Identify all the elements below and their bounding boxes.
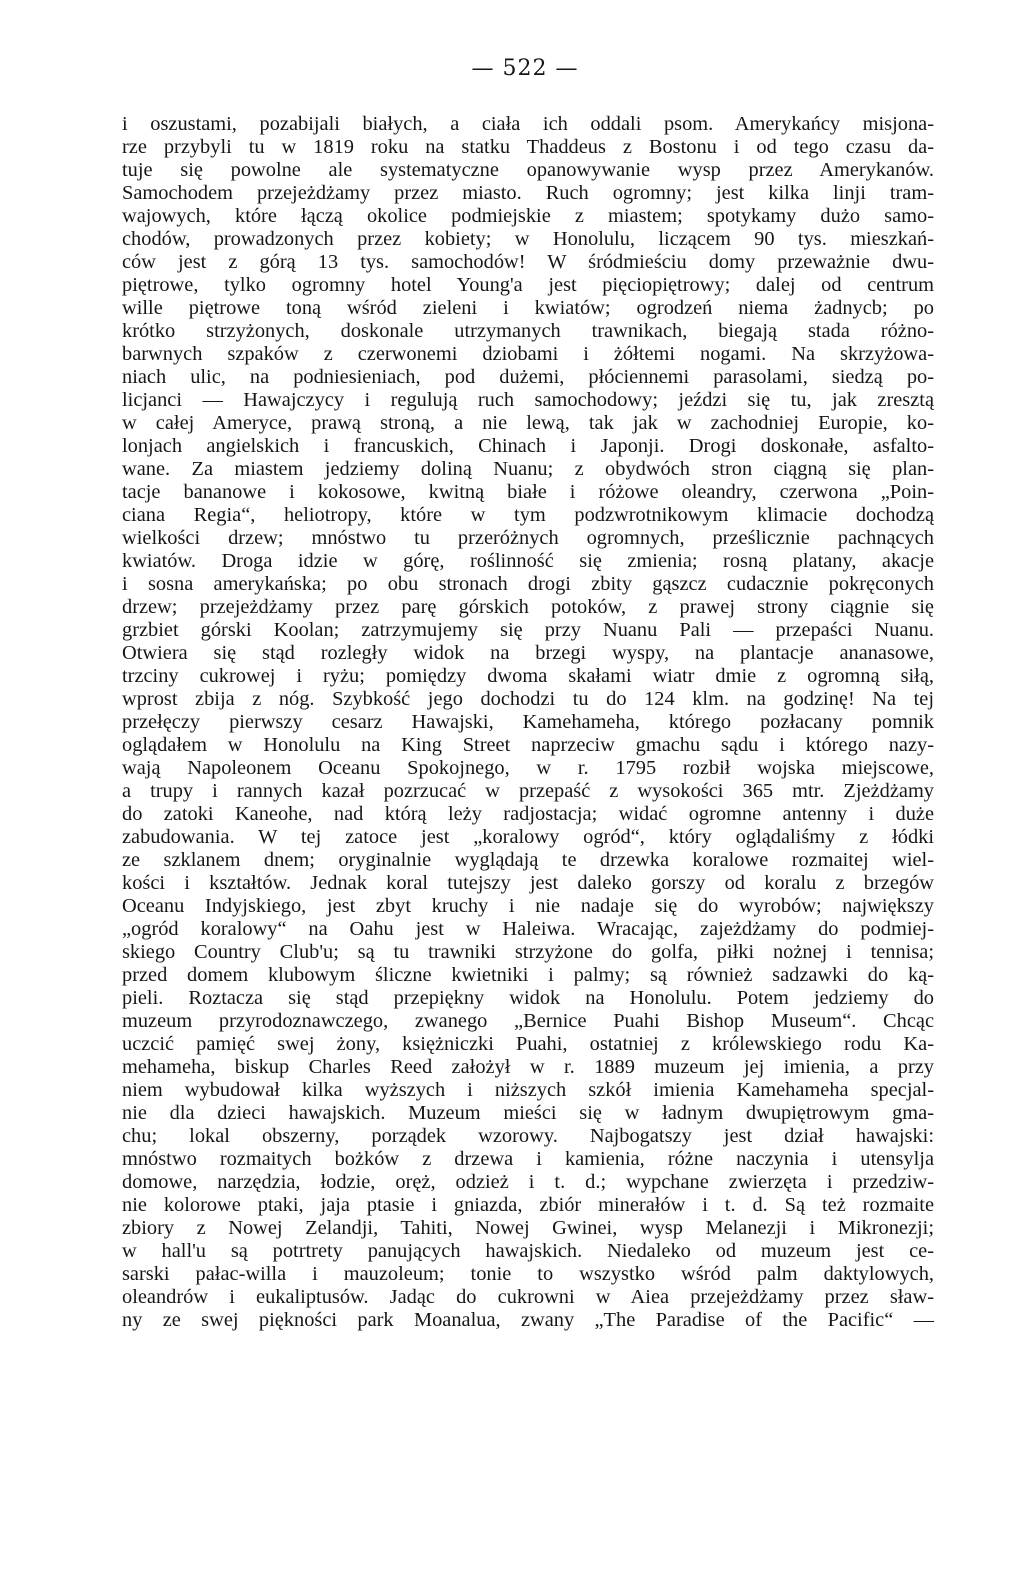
- text-line: licjanci — Hawajczycy i regulują ruch samochodowy; jeździ się tu, jak zresztą: [122, 389, 934, 411]
- text-line: nie kolorowe ptaki, jaja ptasie i gniazda, zbiór minerałów i t. d. Są też rozmaite: [122, 1194, 934, 1216]
- text-line: Samochodem przejeżdżamy przez miasto. Ruch ogromny; jest kilka linji tram-: [122, 182, 934, 204]
- text-line: wille piętrowe toną wśród zieleni i kwiatów; ogrodzeń niema żadnycb; po: [122, 297, 934, 319]
- text-line: drzew; przejeżdżamy przez parę górskich potoków, z prawej strony ciągnie się: [122, 596, 934, 618]
- text-line: nie dla dzieci hawajskich. Muzeum mieści się w ładnym dwupiętrowym gma-: [122, 1102, 934, 1124]
- body-text: [122, 113, 934, 1332]
- text-line: chu; lokal obszerny, porządek wzorowy. Najbogatszy jest dział hawajski:: [122, 1125, 934, 1147]
- text-line: oleandrów i eukaliptusów. Jadąc do cukrowni w Aiea przejeżdżamy przez sław-: [122, 1286, 934, 1308]
- text-line: chodów, prowadzonych przez kobiety; w Honolulu, liczącem 90 tys. mieszkań-: [122, 228, 934, 250]
- text-line: mehameha, biskup Charles Reed założył w r. 1889 muzeum jej imienia, a przy: [122, 1056, 934, 1078]
- text-line: barwnych szpaków z czerwonemi dziobami i żółtemi nogami. Na skrzyżowa-: [122, 343, 934, 365]
- text-line: mnóstwo rozmaitych bożków z drzewa i kamienia, różne naczynia i utensylja: [122, 1148, 934, 1170]
- text-line: krótko strzyżonych, doskonale utrzymanych trawnikach, biegają stada różno-: [122, 320, 934, 342]
- text-line: ny ze swej piękności park Moanalua, zwany „The Paradise of the Pacific“ —: [122, 1309, 934, 1331]
- text-line: tuje się powolne ale systematyczne opanowywanie wysp przez Amerykanów.: [122, 159, 934, 181]
- text-line: przed domem klubowym śliczne kwietniki i palmy; są również sadzawki do ką-: [122, 964, 934, 986]
- text-line: uczcić pamięć swej żony, księżniczki Puahi, ostatniej z królewskiego rodu Ka-: [122, 1033, 934, 1055]
- text-line: Oceanu Indyjskiego, jest zbyt kruchy i nie nadaje się do wyrobów; największy: [122, 895, 934, 917]
- page-number: — 522 —: [471, 56, 579, 81]
- text-line: rze przybyli tu w 1819 roku na statku Thaddeus z Bostonu i od tego czasu da-: [122, 136, 934, 158]
- text-line: wielkości drzew; mnóstwo tu przeróżnych ogromnych, prześlicznie pachnących: [122, 527, 934, 549]
- text-line: pieli. Roztacza się stąd przepiękny widok na Honolulu. Potem jedziemy do: [122, 987, 934, 1009]
- text-line: i sosna amerykańska; po obu stronach drogi zbity gąszcz cudacznie pokręconych: [122, 573, 934, 595]
- text-line: i oszustami, pozabijali białych, a ciała ich oddali psom. Amerykańcy misjona-: [122, 113, 934, 135]
- text-line: niem wybudował kilka wyższych i niższych szkół imienia Kamehameha specjal-: [122, 1079, 934, 1101]
- text-line: zbiory z Nowej Zelandji, Tahiti, Nowej Gwinei, wysp Melanezji i Mikronezji;: [122, 1217, 934, 1239]
- text-line: domowe, narzędzia, łodzie, oręż, odzież i t. d.; wypchane zwierzęta i przedziw-: [122, 1171, 934, 1193]
- text-line: oglądałem w Honolulu na King Street naprzeciw gmachu sądu i którego nazy-: [122, 734, 934, 756]
- text-line: wane. Za miastem jedziemy doliną Nuanu; z obydwóch stron ciągną się plan-: [122, 458, 934, 480]
- text-line: w całej Ameryce, prawą stroną, a nie lewą, tak jak w zachodniej Europie, ko-: [122, 412, 934, 434]
- text-line: skiego Country Club'u; są tu trawniki strzyżone do golfa, piłki nożnej i tennisa;: [122, 941, 934, 963]
- text-line: ciana Regia“, heliotropy, które w tym podzwrotnikowym klimacie dochodzą: [122, 504, 934, 526]
- text-line: trzciny cukrowej i ryżu; pomiędzy dwoma skałami wiatr dmie z ogromną siłą,: [122, 665, 934, 687]
- text-line: Otwiera się stąd rozległy widok na brzegi wyspy, na plantacje ananasowe,: [122, 642, 934, 664]
- text-line: do zatoki Kaneohe, nad którą leży radjostacja; widać ogromne antenny i duże: [122, 803, 934, 825]
- text-line: ców jest z górą 13 tys. samochodów! W śródmieściu domy przeważnie dwu-: [122, 251, 934, 273]
- text-line: kości i kształtów. Jednak koral tutejszy jest daleko gorszy od koralu z brzegów: [122, 872, 934, 894]
- text-line: ze szklanem dnem; oryginalnie wyglądają te drzewka koralowe rozmaitej wiel-: [122, 849, 934, 871]
- text-line: w hall'u są potrtrety panujących hawajskich. Niedaleko od muzeum jest ce-: [122, 1240, 934, 1262]
- text-line: wają Napoleonem Oceanu Spokojnego, w r. 1795 rozbił wojska miejscowe,: [122, 757, 934, 779]
- text-line: muzeum przyrodoznawczego, zwanego „Bernice Puahi Bishop Museum“. Chcąc: [122, 1010, 934, 1032]
- text-line: lonjach angielskich i francuskich, Chinach i Japonji. Drogi doskonałe, asfalto-: [122, 435, 934, 457]
- text-line: przełęczy pierwszy cesarz Hawajski, Kamehameha, którego pozłacany pomnik: [122, 711, 934, 733]
- text-line: niach ulic, na podniesieniach, pod dużemi, płóciennemi parasolami, siedzą po-: [122, 366, 934, 388]
- text-line: tacje bananowe i kokosowe, kwitną białe i różowe oleandry, czerwona „Poin-: [122, 481, 934, 503]
- text-line: grzbiet górski Koolan; zatrzymujemy się przy Nuanu Pali — przepaści Nuanu.: [122, 619, 934, 641]
- text-line: zabudowania. W tej zatoce jest „koralowy ogród“, który oglądaliśmy z łódki: [122, 826, 934, 848]
- text-line: sarski pałac-willa i mauzoleum; tonie to wszystko wśród palm daktylowych,: [122, 1263, 934, 1285]
- text-line: wajowych, które łączą okolice podmiejskie z miastem; spotykamy dużo samo-: [122, 205, 934, 227]
- text-line: a trupy i rannych kazał pozrzucać w przepaść z wysokości 365 mtr. Zjeżdżamy: [122, 780, 934, 802]
- text-line: kwiatów. Droga idzie w górę, roślinność się zmienia; rosną platany, akacje: [122, 550, 934, 572]
- text-line: „ogród koralowy“ na Oahu jest w Haleiwa. Wracając, zajeżdżamy do podmiej-: [122, 918, 934, 940]
- text-line: piętrowe, tylko ogromny hotel Young'a jest pięciopiętrowy; dalej od centrum: [122, 274, 934, 296]
- text-line: wprost zbija z nóg. Szybkość jego dochodzi tu do 124 klm. na godzinę! Na tej: [122, 688, 934, 710]
